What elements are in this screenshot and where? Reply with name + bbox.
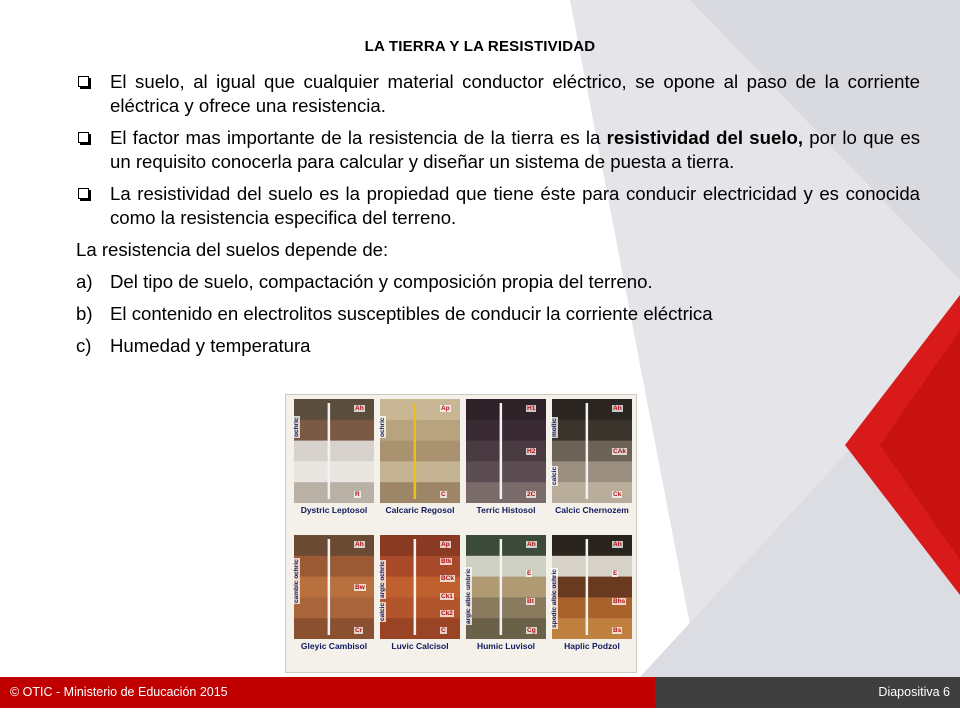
soil-profile-panel: [466, 399, 546, 521]
soil-layer: [552, 420, 632, 442]
footer-left-band: [0, 677, 655, 708]
horizon-label: Ah: [355, 405, 364, 412]
horizon-label: Ap: [441, 405, 450, 412]
soil-layer: [380, 461, 460, 483]
horizon-label: Btk: [441, 558, 452, 566]
measuring-tape: [586, 403, 589, 499]
soil-profile-caption: Gleyic Cambisol: [300, 641, 368, 651]
soil-profile-panel: [552, 535, 632, 657]
list-marker: b): [76, 303, 93, 324]
soil-layer: [294, 482, 374, 503]
soil-layer: [294, 420, 374, 442]
soil-profile-photo: [294, 399, 374, 503]
horizon-label: CAk: [613, 448, 627, 455]
bullet-text-bold: resistividad del suelo,: [606, 127, 804, 148]
soil-layer: [380, 441, 460, 463]
measuring-tape: [328, 403, 331, 499]
diagnostic-horizon-label: argic ochric: [379, 561, 386, 599]
horizon-label: C: [441, 491, 446, 498]
soil-profiles-image: [285, 394, 637, 673]
horizon-label: R: [355, 491, 360, 498]
measuring-tape: [500, 403, 503, 499]
soil-profile-panel: [552, 399, 632, 521]
diagnostic-horizon-label: calcic: [551, 467, 558, 486]
soil-profile-panel: [380, 399, 460, 521]
soil-layer: [294, 556, 374, 578]
measuring-tape: [328, 539, 331, 635]
soil-layer: [294, 461, 374, 483]
footer-bar: [0, 677, 960, 708]
bullet-text: El factor mas importante de la resistencia de la tierra es la: [110, 127, 607, 148]
soil-layer: [552, 556, 632, 578]
horizon-label: E: [613, 569, 618, 577]
soil-layer: [380, 618, 460, 639]
soil-profile-caption: Humic Luvisol: [476, 641, 536, 651]
soil-layer: [466, 556, 546, 578]
list-intro: La resistencia del suelos depende de:: [76, 239, 389, 260]
list-item-text: Humedad y temperatura: [110, 335, 311, 356]
bullet-text: La resistividad del suelo es la propiedad que tiene éste para conducir electricidad y es conocida como la resistencia especifica del terreno.: [110, 183, 920, 228]
horizon-label: H1: [527, 405, 536, 412]
soil-profile-photo: [380, 535, 460, 639]
diagnostic-horizon-label: ochric: [293, 417, 300, 438]
horizon-label: Ah: [613, 405, 622, 412]
horizon-label: Bt: [527, 598, 534, 606]
soil-profile-panel: [294, 535, 374, 657]
list-item: [76, 270, 920, 294]
soil-layer: [380, 482, 460, 503]
measuring-tape: [414, 403, 417, 499]
soil-layer: [380, 420, 460, 442]
horizon-label: Cg: [527, 627, 536, 634]
horizon-label: H2: [527, 448, 536, 455]
slide-body: [76, 70, 920, 366]
horizon-label: E: [527, 569, 532, 577]
diagnostic-horizon-label: ochric: [379, 417, 386, 438]
soil-layer: [552, 577, 632, 599]
bullet-point: [76, 182, 920, 230]
footer-copyright: © OTIC - Ministerio de Educación 2015: [10, 685, 228, 699]
soil-profile-caption: Calcic Chernozem: [555, 505, 629, 515]
diagnostic-horizon-label: calcic: [379, 603, 386, 622]
list-item: [76, 302, 920, 326]
soil-layer: [294, 597, 374, 619]
soil-layer: [466, 461, 546, 483]
checkbox-bullet-icon: [78, 132, 89, 143]
soil-profile-caption: Haplic Podzol: [564, 641, 620, 651]
horizon-label: Bhs: [613, 598, 626, 606]
checkbox-bullet-icon: [78, 188, 89, 199]
bullet-text: por lo que es un requisito conocerla para calcular y diseñar un sistema de puesta a tierra.: [110, 127, 921, 172]
soil-layer: [466, 420, 546, 442]
soil-layer: [294, 441, 374, 463]
horizon-label: C: [441, 627, 446, 634]
soil-profile-panel: [466, 535, 546, 657]
checkbox-bullet-icon: [78, 76, 89, 87]
soil-profile-caption: Dystric Leptosol: [300, 505, 368, 515]
diagnostic-horizon-label: spodic albic ochric: [551, 568, 558, 628]
soil-profile-panel: [294, 399, 374, 521]
list-marker: c): [76, 335, 92, 356]
horizon-label: Ah: [527, 541, 536, 548]
slide-title: LA TIERRA Y LA RESISTIVIDAD: [364, 38, 596, 55]
diagnostic-horizon-label: mollic: [551, 418, 558, 438]
horizon-label: Bs: [613, 627, 622, 634]
horizon-label: BCk: [441, 575, 455, 583]
horizon-label: Ck2: [441, 609, 453, 617]
horizon-label: Cr: [355, 627, 363, 634]
horizon-label: Ck1: [441, 592, 453, 600]
list-marker: a): [76, 271, 93, 292]
bullet-text: El suelo, al igual que cualquier material conductor eléctrico, se opone al paso de la corriente eléctrica y ofrece una resistencia.: [110, 71, 920, 116]
horizon-label: Ah: [613, 541, 622, 548]
soil-profile-panel: [380, 535, 460, 657]
horizon-label: 2C: [527, 491, 536, 498]
diagnostic-horizon-label: argic albic umbric: [465, 567, 472, 624]
horizon-label: Ah: [355, 541, 364, 548]
soil-layer: [466, 577, 546, 599]
diagnostic-horizon-label: cambic ochric: [293, 558, 300, 603]
soil-profile-caption: Terric Histosol: [476, 505, 536, 515]
soil-profile-caption: Calcaric Regosol: [385, 505, 455, 515]
list-item: [76, 334, 920, 358]
bullet-point: [76, 126, 920, 174]
list-item-text: El contenido en electrolitos susceptibles de conducir la corriente eléctrica: [110, 303, 713, 324]
footer-right-band: [655, 677, 960, 708]
soil-profile-caption: Luvic Calcisol: [391, 641, 449, 651]
soil-profile-photo: [466, 535, 546, 639]
measuring-tape: [414, 539, 417, 635]
slide-number: Diapositiva 6: [878, 685, 950, 699]
bullet-point: [76, 70, 920, 118]
horizon-label: Bw: [355, 584, 365, 591]
horizon-label: Ap: [441, 541, 450, 548]
measuring-tape: [500, 539, 503, 635]
soil-profile-photo: [380, 399, 460, 503]
horizon-label: Ck: [613, 491, 622, 498]
list-item-text: Del tipo de suelo, compactación y composición propia del terreno.: [110, 271, 653, 292]
soil-profile-photo: [552, 535, 632, 639]
soil-layer: [552, 461, 632, 483]
measuring-tape: [586, 539, 589, 635]
